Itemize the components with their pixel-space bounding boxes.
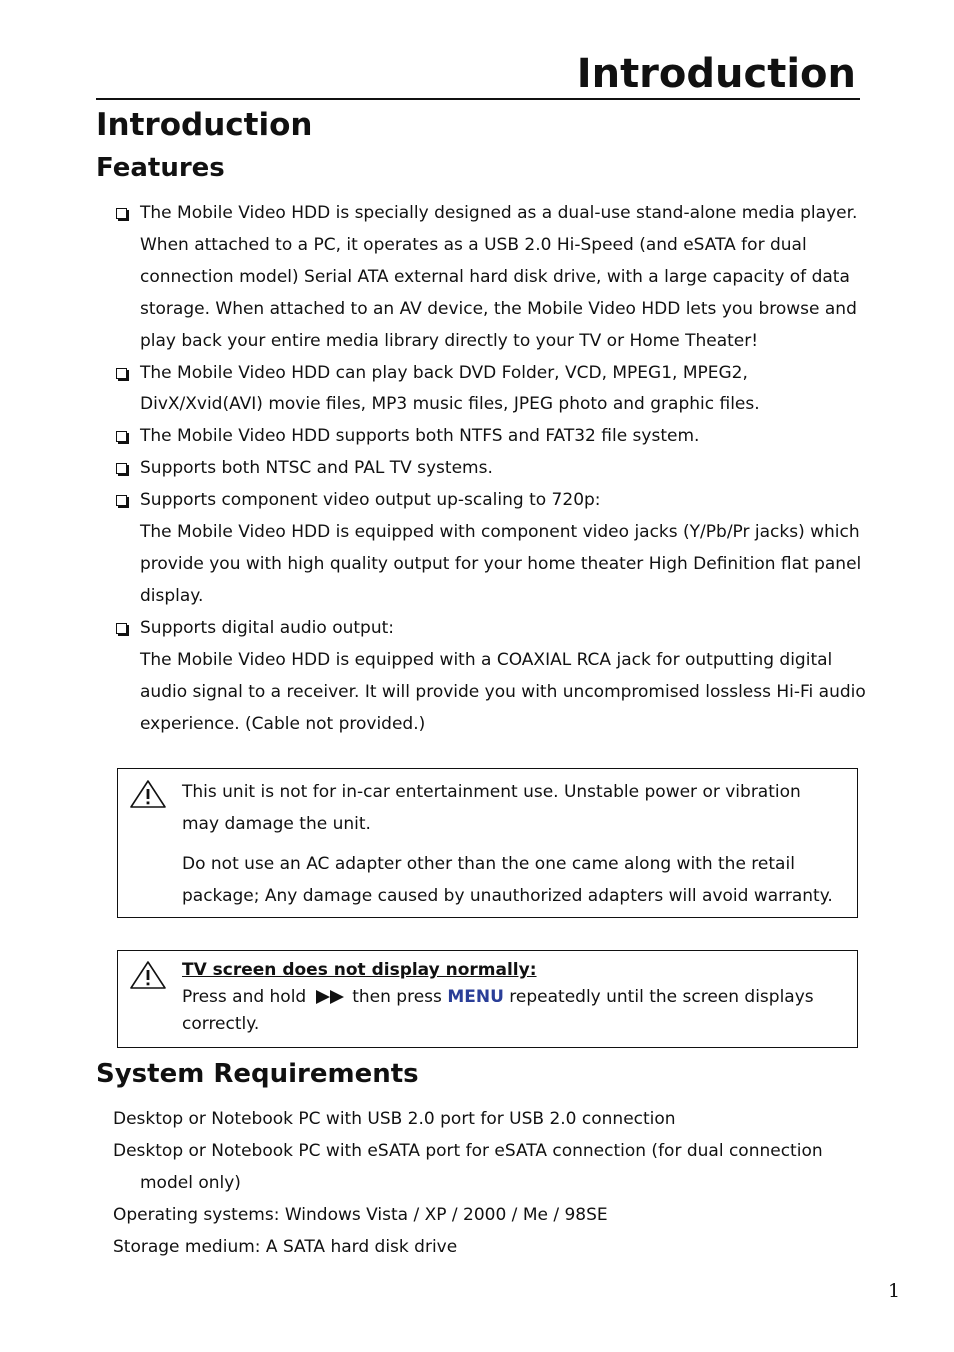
warning-text: This unit is not for in-car entertainment use. Unstable power or vibration may damage the unit. bbox=[182, 782, 801, 834]
feature-text: The Mobile Video HDD supports both NTFS and FAT32 file system. bbox=[140, 426, 700, 447]
warning-triangle-icon bbox=[129, 960, 167, 990]
feature-item bbox=[112, 613, 872, 741]
features-heading: Features bbox=[96, 153, 225, 183]
warning-text: Do not use an AC adapter other than the one came along with the retail package; Any damage caused by unauthorized adapters will avoid warranty. bbox=[182, 854, 833, 906]
warning-box bbox=[117, 768, 858, 918]
feature-text: The Mobile Video HDD can play back DVD Folder, VCD, MPEG1, MPEG2, DivX/Xvid(AVI) movie files, MP3 music files, JPEG photo and graphic files. bbox=[140, 362, 760, 415]
feature-item bbox=[112, 485, 872, 613]
system-requirements-heading: System Requirements bbox=[96, 1059, 419, 1089]
system-requirements-list bbox=[113, 1104, 873, 1264]
checkbox-bullet-icon bbox=[116, 208, 127, 219]
checkbox-bullet-icon bbox=[116, 623, 127, 634]
feature-item bbox=[112, 421, 872, 453]
press-text: Press and hold bbox=[182, 987, 307, 1007]
feature-text: Supports both NTSC and PAL TV systems. bbox=[140, 458, 493, 479]
requirement-item: Storage medium: A SATA hard disk drive bbox=[113, 1236, 458, 1257]
checkbox-bullet-icon bbox=[116, 431, 127, 442]
feature-item bbox=[112, 198, 872, 358]
menu-key-label: MENU bbox=[447, 987, 504, 1007]
requirement-item: Operating systems: Windows Vista / XP / 2000 / Me / 98SE bbox=[113, 1204, 608, 1225]
warning-triangle-icon bbox=[129, 779, 167, 809]
tv-troubleshoot-box bbox=[117, 950, 858, 1048]
features-list bbox=[112, 198, 872, 740]
then-text: then press bbox=[352, 987, 442, 1007]
feature-item bbox=[112, 358, 872, 422]
requirement-item: Desktop or Notebook PC with USB 2.0 port for USB 2.0 connection bbox=[113, 1109, 676, 1129]
feature-detail: The Mobile Video HDD is equipped with a COAXIAL RCA jack for outputting digital audio signal to a receiver. It will provide you with uncompromised lossless Hi-Fi audio experience. (Cable not provided.) bbox=[140, 649, 866, 734]
feature-detail: The Mobile Video HDD is equipped with component video jacks (Y/Pb/Pr jacks) which provide you with high quality output for your home theater High Definition flat panel display. bbox=[140, 522, 862, 606]
checkbox-bullet-icon bbox=[116, 368, 127, 379]
feature-item bbox=[112, 453, 872, 485]
tv-box-instruction bbox=[118, 984, 857, 1038]
page-header bbox=[96, 48, 860, 100]
feature-text: Supports digital audio output: bbox=[140, 617, 395, 638]
checkbox-bullet-icon bbox=[116, 495, 127, 506]
page-number: 1 bbox=[888, 1280, 901, 1302]
tv-box-title: TV screen does not display normally: bbox=[182, 960, 537, 980]
checkbox-bullet-icon bbox=[116, 463, 127, 474]
requirement-item: Desktop or Notebook PC with eSATA port for eSATA connection (for dual connection model only) bbox=[113, 1140, 823, 1193]
header-title: Introduction bbox=[576, 51, 856, 97]
fast-forward-icon bbox=[316, 990, 346, 1004]
rest-text: repeatedly until the screen displays correctly. bbox=[182, 987, 814, 1034]
feature-text: Supports component video output up-scaling to 720p: bbox=[140, 490, 601, 511]
section-title: Introduction bbox=[96, 107, 313, 143]
feature-text: The Mobile Video HDD is specially designed as a dual-use stand-alone media player. When attached to a PC, it operates as a USB 2.0 Hi-Speed (and eSATA for dual connection model) Serial ATA external hard disk drive, with a large capacity of data storage. When attached to an AV device, the Mobile Video HDD lets you browse and play back your entire media library directly to your TV or Home Theater! bbox=[140, 203, 858, 351]
